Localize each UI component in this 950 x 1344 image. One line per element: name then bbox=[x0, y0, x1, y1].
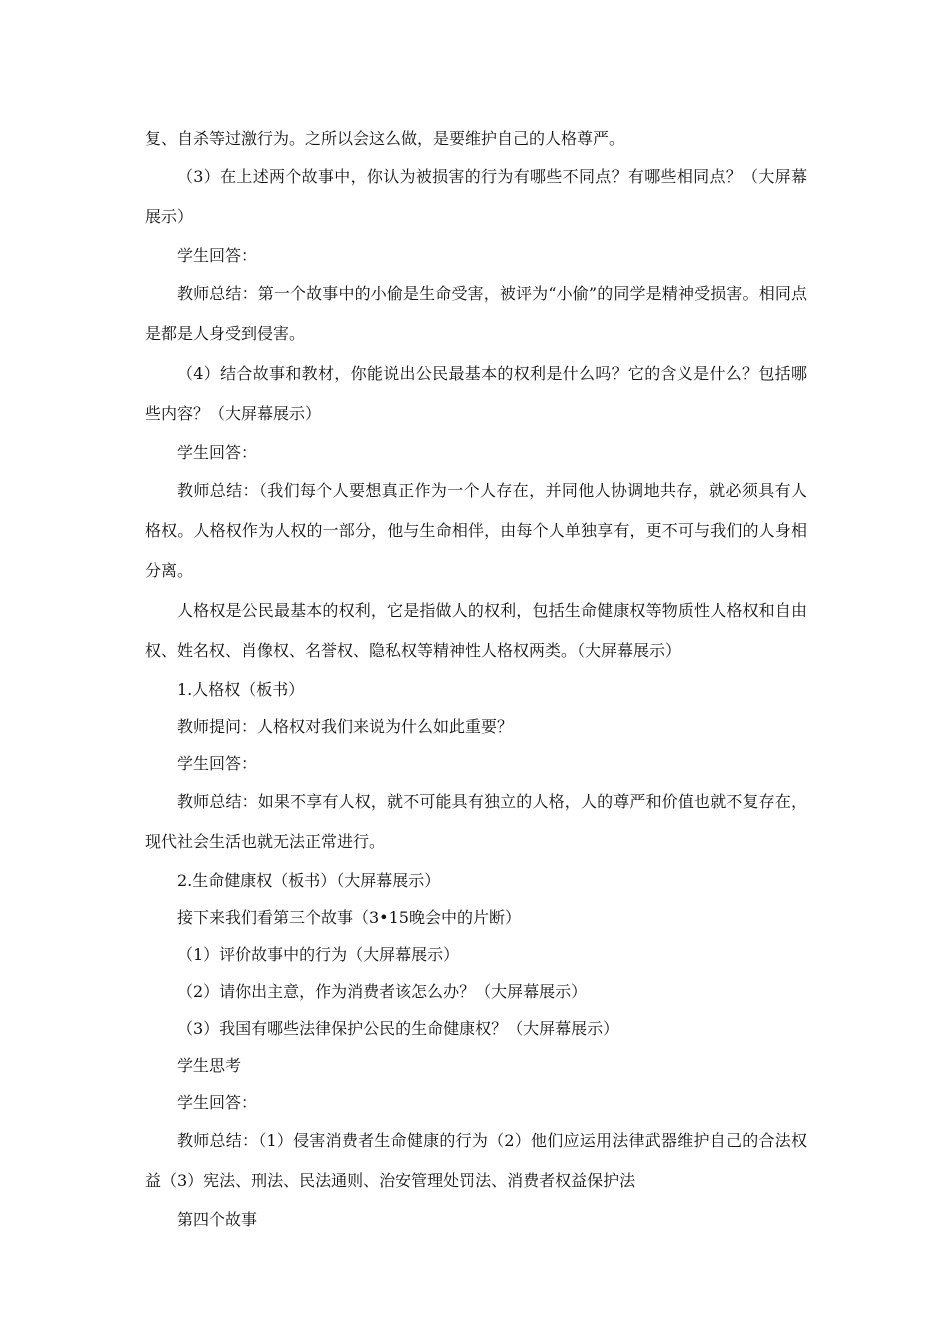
paragraph-student-thinking: 学生思考 bbox=[177, 1056, 242, 1075]
paragraph-item-3: （3）我国有哪些法律保护公民的生命健康权？（大屏幕展示） bbox=[177, 1019, 620, 1038]
paragraph-teacher-summary: 教师总结：（我们每个人要想真正作为一个人存在，并同他人协调地共存，就必须具有人格权。人格权作为人权的一部分，他与生命相伴，由每个人单独享有，更不可与我们的人身相分离。 bbox=[145, 481, 807, 580]
paragraph-teacher-question: 教师提问：人格权对我们来说为什么如此重要？ bbox=[177, 717, 514, 736]
paragraph-fourth-story: 第四个故事 bbox=[177, 1210, 258, 1229]
heading-personality-rights: 1.人格权（板书） bbox=[177, 680, 305, 699]
paragraph-question-3: （3）在上述两个故事中，你认为被损害的行为有哪些不同点？有哪些相同点？（大屏幕展示） bbox=[145, 167, 807, 226]
paragraph-teacher-summary: 教师总结：第一个故事中的小偷是生命受害，被评为“小偷”的同学是精神受损害。相同点是都是人身受到侵害。 bbox=[145, 284, 807, 343]
paragraph-student-answer: 学生回答： bbox=[177, 754, 258, 773]
paragraph-continuation: 复、自杀等过激行为。之所以会这么做，是要维护自己的人格尊严。 bbox=[145, 129, 626, 148]
paragraph-student-answer: 学生回答： bbox=[177, 1093, 258, 1112]
paragraph-teacher-summary: 教师总结：如果不享有人权，就不可能具有独立的人格，人的尊严和价值也就不复存在，现代社会生活也就无法正常进行。 bbox=[145, 792, 807, 851]
paragraph-teacher-summary: 教师总结：（1）侵害消费者生命健康的行为（2）他们应运用法律武器维护自己的合法权益（3）宪法、刑法、民法通则、治安管理处罚法、消费者权益保护法 bbox=[145, 1131, 807, 1190]
paragraph-item-2: （2）请你出主意，作为消费者该怎么办？（大屏幕展示） bbox=[177, 982, 588, 1001]
document-body bbox=[145, 120, 807, 1238]
paragraph-question-4: （4）结合故事和教材，你能说出公民最基本的权利是什么吗？它的含义是什么？包括哪些内容？（大屏幕展示） bbox=[145, 364, 807, 423]
paragraph-third-story: 接下来我们看第三个故事（3•15晚会中的片断） bbox=[177, 908, 521, 927]
paragraph-item-1: （1）评价故事中的行为（大屏幕展示） bbox=[177, 945, 460, 964]
paragraph-personality-rights-definition: 人格权是公民最基本的权利，它是指做人的权利，包括生命健康权等物质性人格权和自由权、姓名权、肖像权、名誉权、隐私权等精神性人格权两类。（大屏幕展示） bbox=[145, 601, 807, 660]
heading-right-to-life-and-health: 2.生命健康权（板书）（大屏幕展示） bbox=[177, 871, 441, 890]
paragraph-student-answer: 学生回答： bbox=[177, 246, 258, 265]
paragraph-student-answer: 学生回答： bbox=[177, 443, 258, 462]
